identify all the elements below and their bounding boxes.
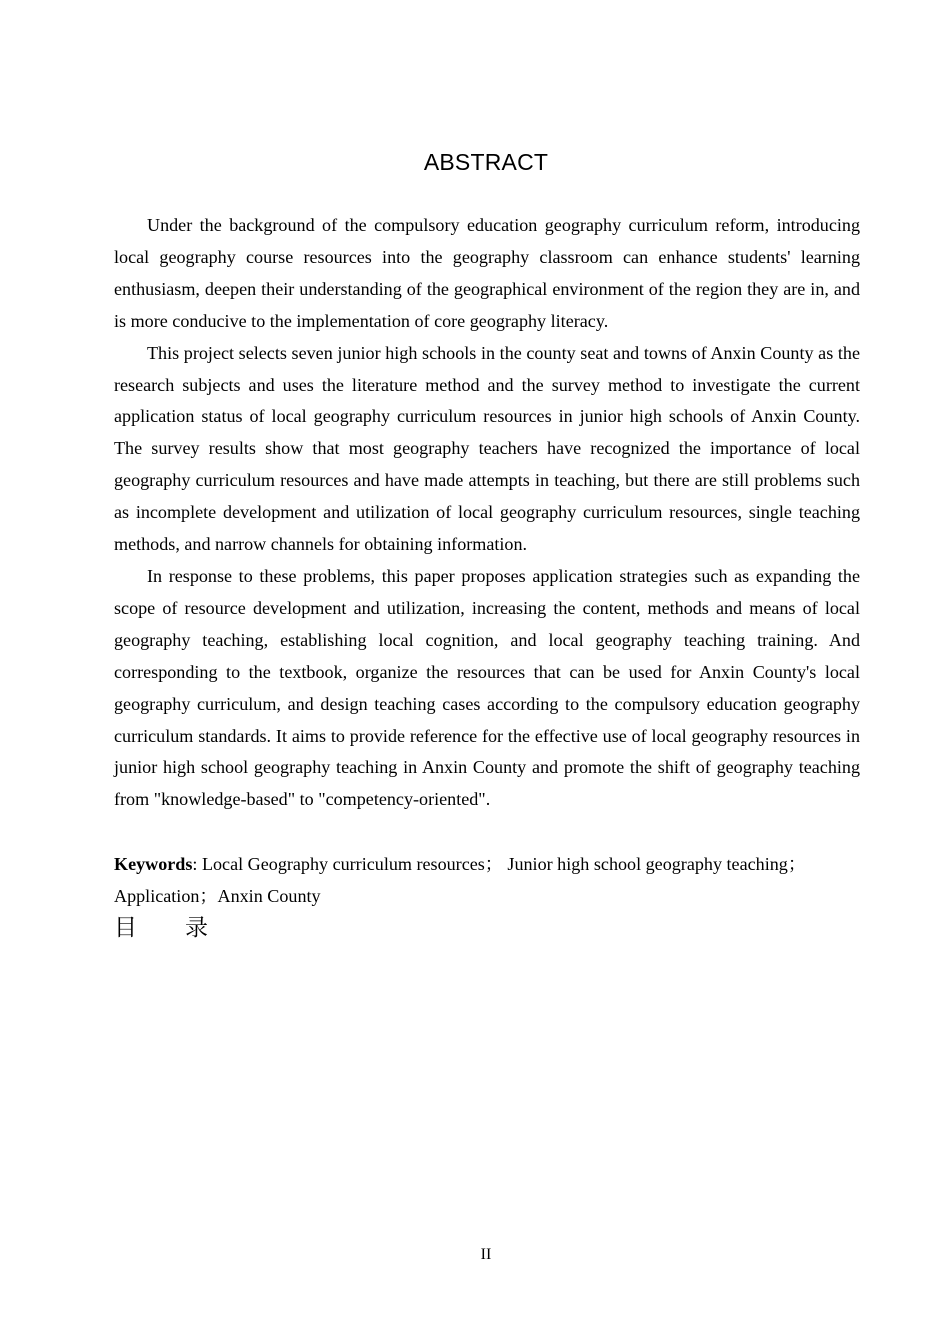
abstract-title: ABSTRACT bbox=[423, 149, 549, 175]
toc-title-char-2: 录 bbox=[185, 915, 208, 941]
abstract-paragraph-1: Under the background of the compulsory education geography curriculum reform, introducing local geography course resources into the geography classroom can enhance students' learning enthusiasm, deepen their understanding of the geographical environment of the region they are in, and is more conducive to the implementation of core geography literacy. bbox=[114, 215, 860, 331]
abstract-paragraph-2: This project selects seven junior high schools in the county seat and towns of Anxin County as the research subjects and uses the literature method and the survey method to investigate the current application status of local geography curriculum resources in junior high schools of Anxin County. The survey results show that most geography teachers have recognized the importance of local geography curriculum resources and have made attempts in teaching, but there are still problems such as incomplete development and utilization of local geography curriculum resources, single teaching methods, and narrow channels for obtaining information. bbox=[114, 342, 860, 555]
keywords-label: Keywords bbox=[114, 854, 193, 874]
table-of-contents-title bbox=[114, 912, 208, 944]
toc-title-char-1: 目 bbox=[114, 915, 137, 941]
page-number: II bbox=[480, 1246, 492, 1263]
keywords-line bbox=[114, 849, 860, 913]
keywords-text: : Local Geography curriculum resources； Junior high school geography teaching；Application；Anxin County bbox=[114, 854, 806, 906]
abstract-body bbox=[114, 210, 860, 816]
abstract-paragraph-3: In response to these problems, this paper proposes application strategies such as expanding the scope of resource development and utilization, increasing the content, methods and means of local geography teaching, establishing local cognition, and local geography teaching training. And corresponding to the textbook, organize the resources that can be used for Anxin County's local geography curriculum, and design teaching cases according to the compulsory education geography curriculum standards. It aims to provide reference for the effective use of local geography resources in junior high school geography teaching in Anxin County and promote the shift of geography teaching from "knowledge-based" to "competency-oriented". bbox=[114, 565, 860, 810]
